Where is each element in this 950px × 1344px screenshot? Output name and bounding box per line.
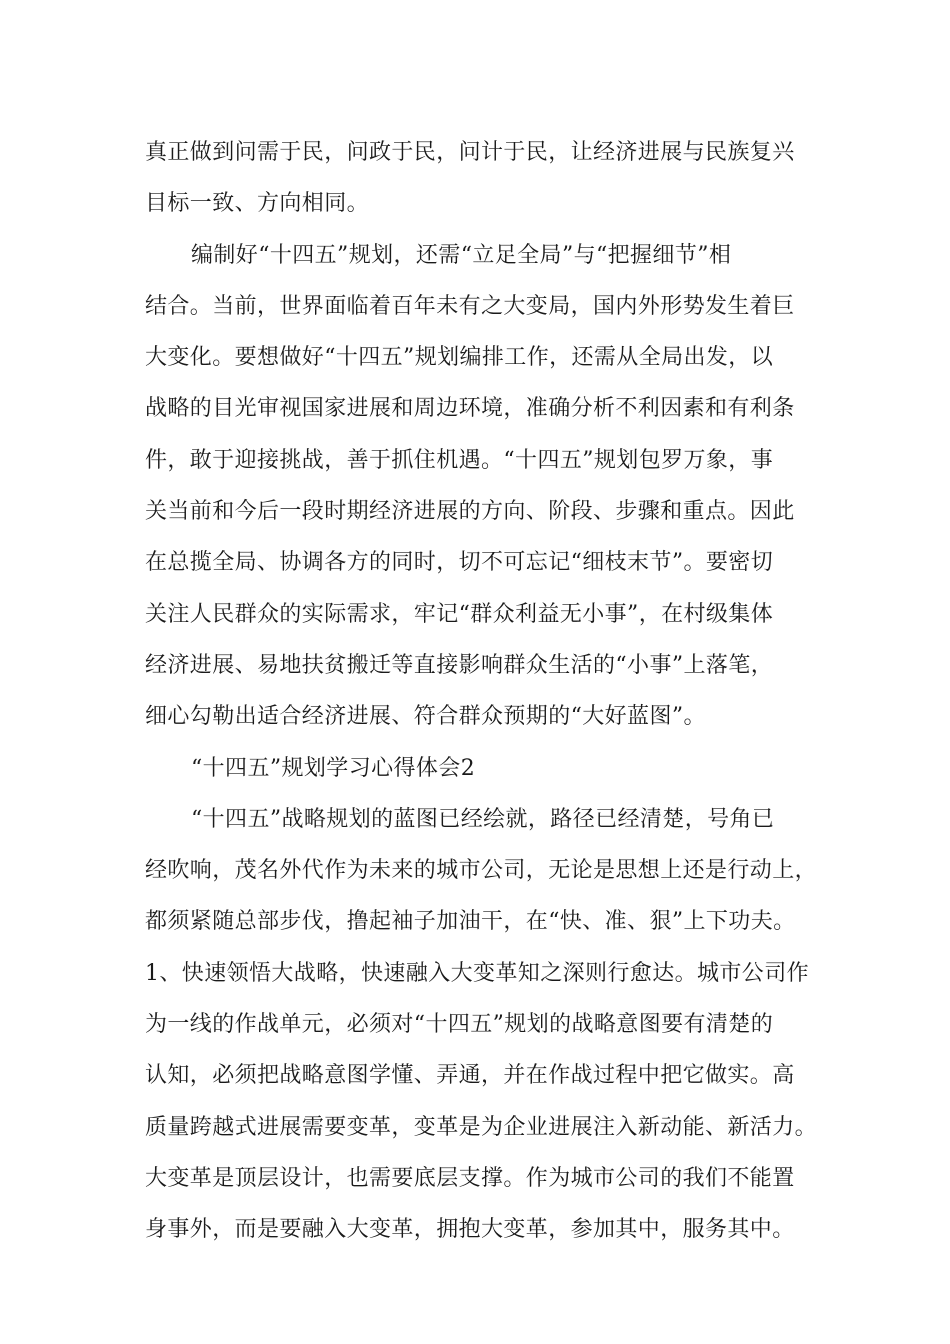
text-line: 经济进展、易地扶贫搬迁等直接影响群众生活的“小事”上落笔， xyxy=(145,652,774,678)
section-heading: “十四五”规划学习心得体会2 xyxy=(191,755,476,781)
text-line: 身事外，而是要融入大变革，拥抱大变革，参加其中，服务其中。 xyxy=(145,1217,795,1243)
text-line: 在总揽全局、协调各方的同时，切不可忘记“细枝末节”。要密切 xyxy=(145,550,774,576)
text-line: 大变革是顶层设计，也需要底层支撑。作为城市公司的我们不能置 xyxy=(145,1165,795,1191)
text-line: 为一线的作战单元，必须对“十四五”规划的战略意图要有清楚的 xyxy=(145,1012,774,1038)
text-line: 经吹响，茂名外代作为未来的城市公司，无论是思想上还是行动上， xyxy=(145,858,818,884)
text-line: 战略的目光审视国家进展和周边环境，准确分析不利因素和有利条 xyxy=(145,396,795,422)
text-line: 质量跨越式进展需要变革，变革是为企业进展注入新动能、新活力。 xyxy=(145,1114,818,1140)
text-line: 1、快速领悟大战略，快速融入大变革知之深则行愈达。城市公司作 xyxy=(145,960,809,986)
text-line: 目标一致、方向相同。 xyxy=(145,191,370,217)
text-line: 关当前和今后一段时期经济进展的方向、阶段、步骤和重点。因此 xyxy=(145,499,795,525)
paragraph-start-line: 编制好“十四五”规划，还需“立足全局”与“把握细节”相 xyxy=(191,242,732,268)
text-line: 细心勾勒出适合经济进展、符合群众预期的“大好蓝图”。 xyxy=(145,704,706,730)
text-line: 认知，必须把战略意图学懂、弄通，并在作战过程中把它做实。高 xyxy=(145,1063,795,1089)
text-line: 关注人民群众的实际需求，牢记“群众利益无小事”，在村级集体 xyxy=(145,601,774,627)
text-line: 大变化。要想做好“十四五”规划编排工作，还需从全局出发，以 xyxy=(145,345,774,371)
text-line: 真正做到问需于民，问政于民，问计于民，让经济进展与民族复兴 xyxy=(145,140,795,165)
text-line: 都须紧随总部步伐，撸起袖子加油干，在“快、准、狠”上下功夫。 xyxy=(145,909,796,935)
text-line: 结合。当前，世界面临着百年未有之大变局，国内外形势发生着巨 xyxy=(145,293,795,319)
paragraph-start-line: “十四五”战略规划的蓝图已经绘就，路径已经清楚，号角已 xyxy=(191,806,775,832)
text-line: 件，敢于迎接挑战，善于抓住机遇。“十四五”规划包罗万象，事 xyxy=(145,447,774,473)
document-body xyxy=(145,127,825,1256)
